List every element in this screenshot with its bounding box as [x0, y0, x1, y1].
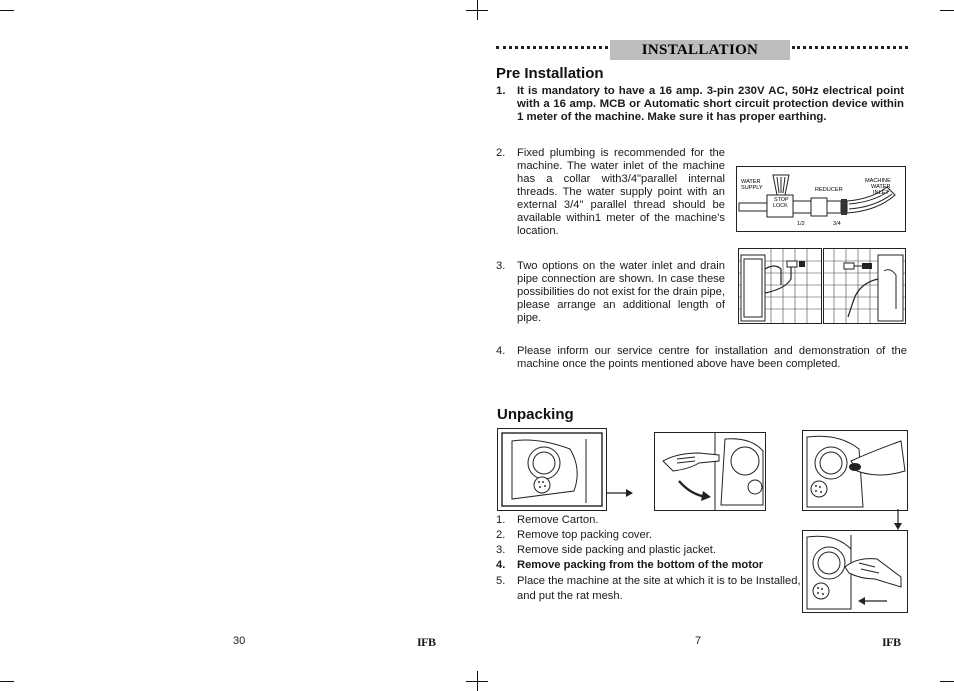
unpack-step [496, 513, 801, 528]
drain-connection-figure-a [738, 248, 822, 324]
unpack-step [496, 558, 782, 574]
pre-installation-item-1 [496, 85, 904, 124]
label-inlet: INLET [873, 190, 889, 196]
step-number: 5. [496, 575, 506, 587]
unpack-figure-top-cover [654, 432, 766, 511]
label-reducer: REDUCER [815, 187, 843, 193]
item-number: 2. [496, 147, 506, 159]
step-text: Remove side packing and plastic jacket. [517, 544, 716, 556]
unpack-step [496, 543, 801, 558]
crop-mark [466, 10, 488, 11]
unpack-drawing-top-cover [655, 433, 765, 510]
unpack-figure-side-packing [802, 430, 908, 511]
unpack-step [496, 528, 801, 543]
item-text: Fixed plumbing is recommended for the machine. The water inlet of the machine has a collar with3/4"parallel internal threads. The water supply point with an external 3/4" parallel thread should be available within1 meter of the machine's location. [517, 147, 725, 237]
unpacking-heading: Unpacking [497, 406, 574, 423]
label-machine-water: WATER [871, 184, 891, 190]
header-rule-right [792, 46, 908, 49]
step-number: 3. [496, 544, 506, 556]
crop-mark [0, 681, 14, 682]
item-text: It is mandatory to have a 16 amp. 3-pin 230V AC, 50Hz electrical point with a 16 amp. MCB or Automatic short circuit protection device within 1 meter of the machine. Make sure it has proper earthing. [517, 85, 904, 123]
label-lock: LOCK [773, 203, 788, 209]
label-size-half: 1/2 [797, 221, 805, 227]
item-text: Please inform our service centre for installation and demonstration of the machine once the points mentioned above have been completed. [517, 345, 907, 370]
item-number: 1. [496, 85, 506, 97]
left-page-number: 30 [233, 635, 246, 647]
unpack-figure-remove-carton [497, 428, 607, 511]
water-inlet-diagram [736, 166, 906, 232]
unpack-step [496, 574, 801, 604]
step-number: 2. [496, 529, 506, 541]
crop-mark [466, 681, 488, 682]
crop-mark [0, 10, 14, 11]
drain-connection-drawing-b [824, 249, 905, 323]
label-machine: MACHINE [865, 178, 891, 184]
step-text: Remove Carton. [517, 514, 599, 526]
flow-arrow-down [891, 509, 905, 531]
step-text: Remove top packing cover. [517, 529, 652, 541]
item-number: 4. [496, 345, 506, 357]
brand-logo-left: IFB [417, 635, 436, 649]
drain-connection-figure-b [823, 248, 906, 324]
header-rule-left [496, 46, 608, 49]
step-number: 4. [496, 559, 506, 571]
label-size-three-quarter: 3/4 [833, 221, 841, 227]
item-number: 3. [496, 260, 506, 272]
brand-logo-right: IFB [882, 635, 901, 649]
unpack-drawing-side-packing [803, 431, 907, 510]
pre-installation-item-4 [496, 345, 907, 371]
unpack-figure-motor-packing [802, 530, 908, 613]
label-supply: SUPPLY [741, 185, 763, 191]
label-water: WATER [741, 179, 761, 185]
step-text: Remove packing from the bottom of the motor [517, 559, 764, 571]
water-inlet-drawing [737, 167, 905, 231]
pre-installation-heading: Pre Installation [496, 65, 604, 82]
pre-installation-item-2 [496, 147, 725, 238]
unpacking-steps [496, 513, 801, 604]
item-text: Two options on the water inlet and drain pipe connection are shown. In case these possibilities do not exist for the drain pipe, please arrange an additional length of pipe. [517, 260, 725, 324]
right-page-number: 7 [695, 635, 702, 647]
flow-arrow-right [604, 486, 634, 500]
pre-installation-item-3 [496, 260, 725, 325]
section-title: INSTALLATION [610, 40, 790, 60]
drain-connection-drawing-a [739, 249, 821, 323]
step-number: 1. [496, 514, 506, 526]
unpack-drawing-motor-packing [803, 531, 907, 612]
label-stop: STOP [774, 197, 789, 203]
step-text: Place the machine at the site at which it is to be Installed, and put the rat mesh. [517, 575, 801, 602]
crop-mark [940, 681, 954, 682]
crop-mark [940, 10, 954, 11]
unpack-drawing-carton [498, 429, 606, 510]
